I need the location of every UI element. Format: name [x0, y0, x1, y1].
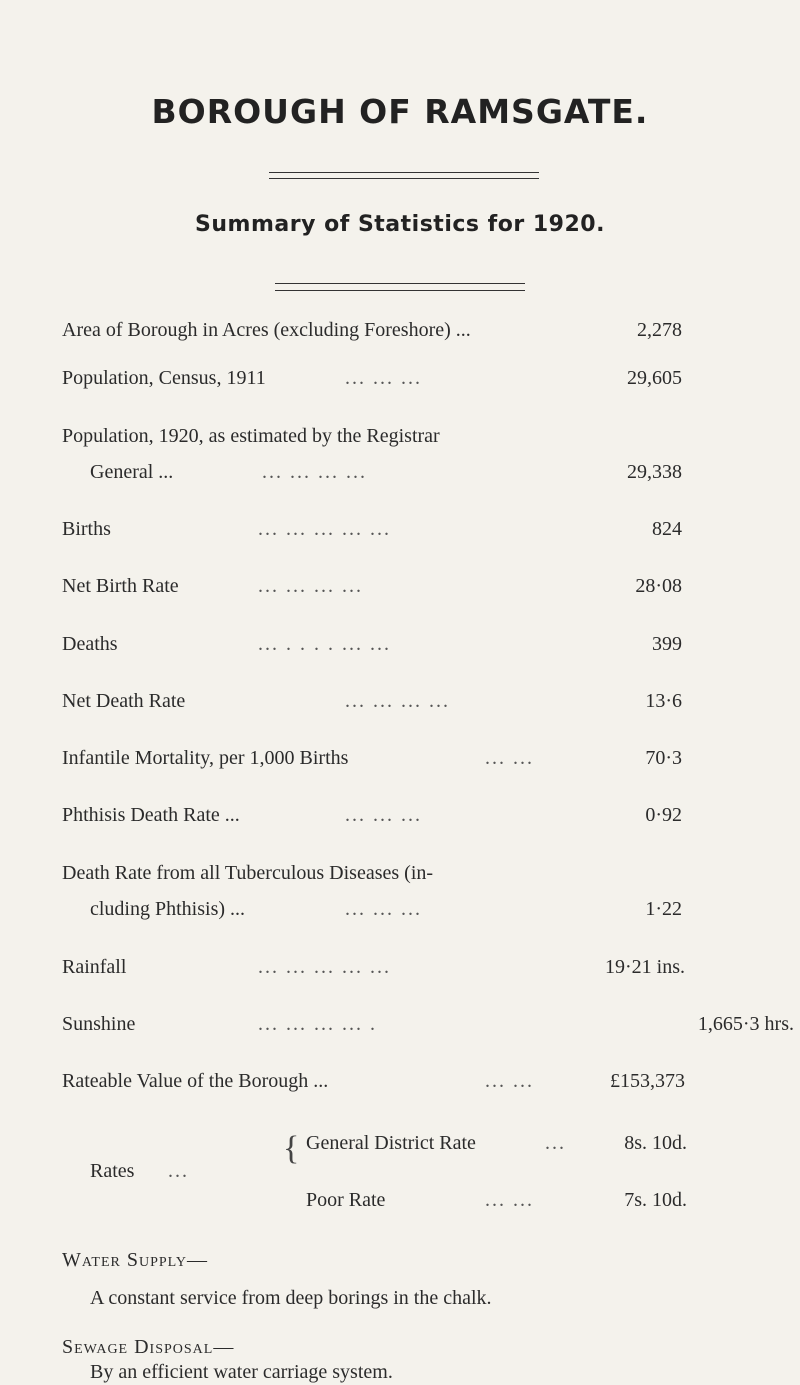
- stat-label: Sunshine: [62, 1013, 136, 1035]
- leader-dots: ...: [545, 1132, 566, 1154]
- stat-label-line1: Death Rate from all Tuberculous Diseases (in-: [62, 862, 434, 884]
- stat-value: 0·92: [645, 804, 682, 826]
- leader-dots: ... ... ...: [345, 804, 422, 826]
- leader-dots: ...: [168, 1160, 189, 1182]
- rates-general-value: 8s. 10d.: [624, 1132, 687, 1154]
- leader-dots: ... ...: [485, 1070, 534, 1092]
- sewage-disposal-heading: Sewage Disposal—: [62, 1336, 235, 1358]
- leader-dots: ... ... ... ... ...: [258, 518, 391, 540]
- stat-value: 13·6: [645, 690, 682, 712]
- sewage-disposal-text: By an efficient water carriage system.: [90, 1361, 393, 1383]
- leader-dots: ... ... ... ...: [258, 575, 363, 597]
- stat-label: Infantile Mortality, per 1,000 Births: [62, 747, 349, 769]
- stat-value: 19·21 ins.: [605, 956, 685, 978]
- leader-dots: ... ...: [485, 1189, 534, 1211]
- stat-value: 399: [652, 633, 682, 655]
- stat-label: Population, Census, 1911: [62, 367, 266, 389]
- leader-dots: ... . . . . ... ...: [258, 633, 391, 655]
- brace-icon: {: [283, 1130, 300, 1167]
- stat-label: Net Death Rate: [62, 690, 186, 712]
- stat-label: Births: [62, 518, 111, 540]
- page-subtitle: Summary of Statistics for 1920.: [195, 212, 605, 237]
- divider-mid-2: [275, 290, 525, 291]
- leader-dots: ... ... ...: [345, 367, 422, 389]
- rates-poor-value: 7s. 10d.: [624, 1189, 687, 1211]
- leader-dots: ... ... ... ... .: [258, 1013, 377, 1035]
- leader-dots: ... ... ... ...: [262, 461, 367, 483]
- leader-dots: ... ... ... ... ...: [258, 956, 391, 978]
- divider-top-2: [269, 178, 539, 179]
- page-title: BOROUGH OF RAMSGATE.: [151, 92, 649, 131]
- water-supply-heading: Water Supply—: [62, 1249, 208, 1271]
- stat-value: 29,605: [627, 367, 682, 389]
- stat-value: 28·08: [635, 575, 682, 597]
- leader-dots: ... ... ...: [345, 898, 422, 920]
- stat-label: Deaths: [62, 633, 118, 655]
- stat-value: 824: [652, 518, 682, 540]
- stat-value: 29,338: [627, 461, 682, 483]
- stat-value: 1·22: [645, 898, 682, 920]
- stat-value: 70·3: [645, 747, 682, 769]
- stat-label: Area of Borough in Acres (excluding Foreshore) ...: [62, 319, 471, 341]
- stat-label-line2: cluding Phthisis) ...: [90, 898, 246, 920]
- divider-top-1: [269, 172, 539, 173]
- stat-value: 1,665·3 hrs.: [697, 1013, 794, 1035]
- rates-general-label: General District Rate: [306, 1132, 476, 1154]
- water-supply-text: A constant service from deep borings in the chalk.: [90, 1287, 492, 1309]
- stat-label: Phthisis Death Rate ...: [62, 804, 240, 826]
- stat-label: Rainfall: [62, 956, 127, 978]
- leader-dots: ... ...: [485, 747, 534, 769]
- stat-label-line1: Population, 1920, as estimated by the Registrar: [62, 425, 440, 447]
- stat-label: Rateable Value of the Borough ...: [62, 1070, 329, 1092]
- leader-dots: ... ... ... ...: [345, 690, 450, 712]
- stat-value: 2,278: [637, 319, 682, 341]
- stat-label-line2: General ...: [90, 461, 174, 483]
- rates-label: Rates: [90, 1160, 135, 1182]
- rates-poor-label: Poor Rate: [306, 1189, 386, 1211]
- divider-mid-1: [275, 283, 525, 284]
- stat-value: £153,373: [610, 1070, 685, 1092]
- stat-label: Net Birth Rate: [62, 575, 179, 597]
